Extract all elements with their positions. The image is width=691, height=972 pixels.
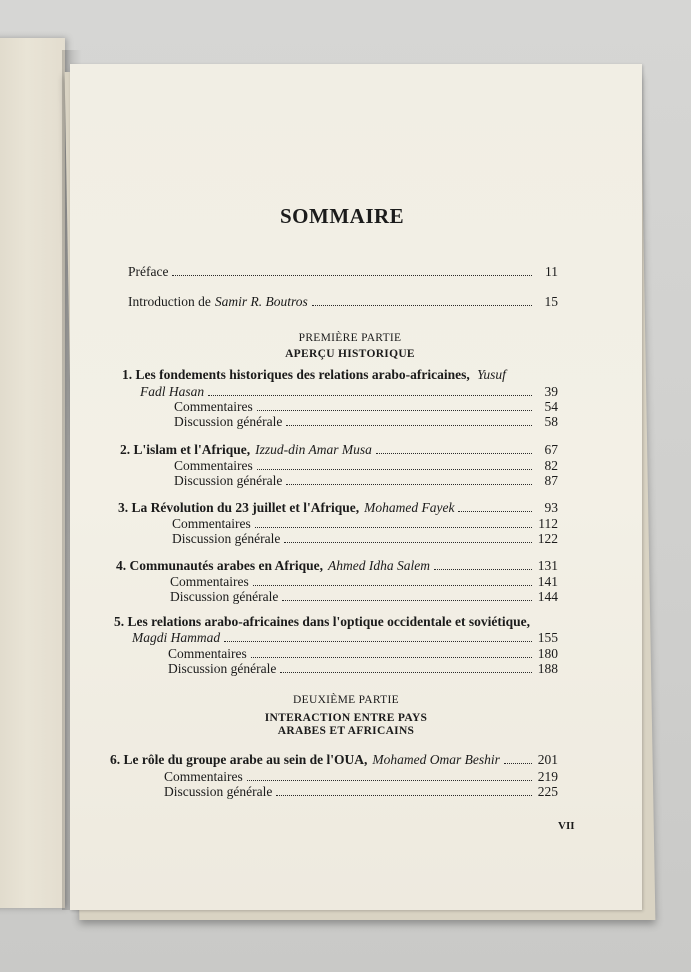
leader-dots bbox=[224, 641, 532, 642]
chapter-4-comm: Commentaires 141 bbox=[170, 574, 558, 589]
page-number: VII bbox=[558, 820, 575, 832]
part2-name-line2: ARABES ET AFRICAINS bbox=[277, 725, 415, 737]
chapter-5-title: 5. Les relations arabo-africaines dans l'optique occidentale et soviétique, bbox=[114, 614, 530, 629]
facing-page bbox=[0, 38, 65, 908]
leader-dots bbox=[282, 600, 532, 601]
chapter-3-comm: Commentaires 112 bbox=[172, 516, 558, 531]
chapter-3-disc: Discussion générale 122 bbox=[172, 531, 558, 546]
toc-preface-label: Préface bbox=[128, 264, 169, 279]
leader-dots bbox=[251, 657, 532, 658]
chapter-6-title: 6. Le rôle du groupe arabe au sein de l'OUA, bbox=[110, 752, 368, 767]
leader-dots bbox=[257, 410, 532, 411]
chapter-1-title: 1. Les fondements historiques des relations arabo-africaines, Yusuf bbox=[122, 367, 506, 382]
chapter-4-disc: Discussion générale 144 bbox=[170, 589, 558, 604]
chapter-5-disc: Discussion générale 188 bbox=[168, 661, 558, 676]
leader-dots bbox=[247, 780, 532, 781]
leader-dots bbox=[284, 542, 532, 543]
chapter-3-page: 93 bbox=[544, 500, 558, 515]
chapter-1-page: 39 bbox=[544, 384, 558, 399]
leader-dots bbox=[286, 484, 532, 485]
toc-preface-page: 11 bbox=[545, 264, 558, 279]
chapter-3-title: 3. La Révolution du 23 juillet et l'Afrique, bbox=[118, 500, 360, 515]
toc-intro bbox=[128, 294, 558, 310]
leader-dots bbox=[257, 469, 532, 470]
chapter-2-title: 2. L'islam et l'Afrique, bbox=[120, 442, 251, 457]
leader-dots bbox=[286, 425, 532, 426]
chapter-4-row bbox=[116, 558, 558, 574]
page-title: SOMMAIRE bbox=[280, 204, 405, 228]
part2-label: DEUXIÈME PARTIE bbox=[293, 694, 399, 706]
chapter-6-page: 201 bbox=[537, 752, 558, 767]
leader-dots bbox=[376, 453, 532, 454]
chapter-4-author: Ahmed Idha Salem bbox=[328, 558, 430, 573]
leader-dots bbox=[504, 763, 532, 764]
chapter-2-page: 67 bbox=[544, 442, 558, 457]
chapter-5-page: 155 bbox=[537, 630, 558, 645]
chapter-2-disc: Discussion générale 87 bbox=[174, 473, 558, 488]
chapter-2-author: Izzud-din Amar Musa bbox=[255, 442, 372, 457]
chapter-6-row bbox=[110, 752, 558, 768]
leader-dots bbox=[434, 569, 532, 570]
chapter-6-author: Mohamed Omar Beshir bbox=[372, 752, 500, 767]
leader-dots bbox=[280, 672, 532, 673]
contents-page bbox=[70, 64, 642, 910]
chapter-4-page: 131 bbox=[537, 558, 558, 573]
toc-intro-author: Samir R. Boutros bbox=[214, 294, 308, 309]
toc-preface bbox=[128, 264, 558, 280]
toc-intro-label: Introduction de bbox=[128, 294, 211, 309]
part1-label: PREMIÈRE PARTIE bbox=[298, 332, 402, 344]
toc-intro-page: 15 bbox=[544, 294, 558, 309]
part2-name-line1: INTERACTION ENTRE PAYS bbox=[264, 712, 428, 724]
chapter-1-comm: Commentaires 54 bbox=[174, 399, 558, 414]
chapter-4-title: 4. Communautés arabes en Afrique, bbox=[116, 558, 324, 573]
chapter-5-comm: Commentaires 180 bbox=[168, 646, 558, 661]
part1-name: APERÇU HISTORIQUE bbox=[285, 348, 415, 360]
chapter-6-comm: Commentaires 219 bbox=[164, 769, 558, 784]
chapter-1-author-a: Yusuf bbox=[477, 367, 506, 382]
leader-dots bbox=[208, 395, 532, 396]
chapter-6-disc: Discussion générale 225 bbox=[164, 784, 558, 799]
leader-dots bbox=[253, 585, 532, 586]
leader-dots bbox=[458, 511, 532, 512]
leader-dots bbox=[255, 527, 532, 528]
chapter-2-row bbox=[120, 442, 558, 458]
chapter-5-author: Magdi Hammad bbox=[132, 630, 221, 645]
chapter-1-disc: Discussion générale 58 bbox=[174, 414, 558, 429]
chapter-3-row bbox=[118, 500, 558, 516]
chapter-1-author-b: Fadl Hasan bbox=[140, 384, 205, 399]
leader-dots bbox=[276, 795, 532, 796]
chapter-1-row bbox=[140, 384, 558, 400]
leader-dots bbox=[312, 305, 532, 306]
leader-dots bbox=[172, 275, 532, 276]
chapter-2-comm: Commentaires 82 bbox=[174, 458, 558, 473]
chapter-5-row bbox=[132, 630, 558, 646]
chapter-3-author: Mohamed Fayek bbox=[364, 500, 455, 515]
